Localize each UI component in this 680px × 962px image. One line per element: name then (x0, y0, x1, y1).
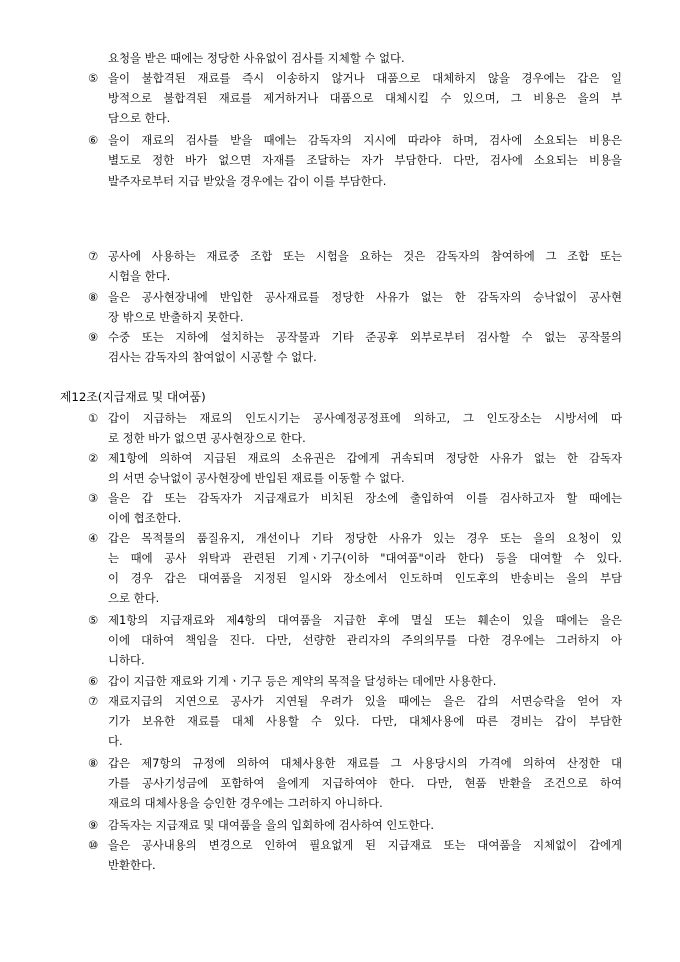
paragraph-line: 공사에 사용하는 재료중 조합 또는 시험을 요하는 것은 감독자의 참여하에 그 조합 또는 (108, 249, 622, 263)
item-marker: ⑥ (88, 133, 99, 147)
paragraph-line: 을이 재료의 검사를 받을 때에는 감독자의 지시에 따라야 하며, 검사에 소요되는 비용은 (108, 133, 622, 147)
item-marker: ⑧ (88, 756, 99, 770)
paragraph-line: 검사는 감독자의 참여없이 시공할 수 없다. (108, 350, 317, 364)
paragraph-line: 을은 공사내용의 변경으로 인하여 필요없게 된 지급재료 또는 대여품을 지체없이 갑에게 (108, 838, 622, 852)
item-marker: ⑩ (88, 838, 99, 852)
paragraph-line: 반환한다. (108, 858, 156, 872)
paragraph-line: 을이 불합격된 재료를 즉시 이송하지 않거나 대품으로 대체하지 않을 경우에는 갑은 일 (108, 71, 622, 85)
section-heading: 제12조(지급재료 및 대여품) (60, 390, 206, 404)
paragraph-line: 로 정한 바가 없으면 공사현장으로 한다. (108, 431, 306, 445)
item-marker: ③ (88, 491, 99, 505)
paragraph-line: 제1항의 지급재료와 제4항의 대여품을 지급한 후에 멸실 또는 훼손이 있을 때에는 을은 (108, 613, 622, 627)
paragraph-line: 갑이 지급한 재료와 기계ㆍ기구 등은 계약의 목적을 달성하는 데에만 사용한다. (108, 674, 497, 688)
paragraph-line: 재료의 대체사용을 승인한 경우에는 그러하지 아니하다. (108, 796, 383, 810)
item-marker: ⑨ (88, 818, 99, 832)
paragraph-line: 갑은 제7항의 규정에 의하여 대체사용한 재료를 그 사용당시의 가격에 의하여 산정한 대 (108, 756, 622, 770)
paragraph-line: 을은 공사현장내에 반입한 공사재료를 정당한 사유가 없는 한 감독자의 승낙없이 공사현 (108, 290, 622, 304)
paragraph-line: 시험을 한다. (108, 269, 171, 283)
item-marker: ⑦ (88, 694, 99, 708)
item-marker: ⑨ (88, 330, 99, 344)
paragraph-line: 의 서면 승낙없이 공사현장에 반입된 재료를 이동할 수 없다. (108, 471, 405, 485)
paragraph-line: 발주자로부터 지급 받았을 경우에는 갑이 이를 부담한다. (108, 174, 387, 188)
item-marker: ⑥ (88, 674, 99, 688)
paragraph-line: 을은 갑 또는 감독자가 지급재료가 비치된 장소에 출입하여 이를 검사하고자 할 때에는 (108, 491, 622, 505)
item-marker: ① (88, 411, 99, 425)
item-marker: ② (88, 451, 99, 465)
paragraph-line: 다. (108, 734, 123, 748)
paragraph-line: 이 경우 갑은 대여품을 지정된 일시와 장소에서 인도하며 인도후의 반송비는 을의 부담 (108, 571, 622, 585)
item-marker: ⑦ (88, 249, 99, 263)
paragraph-line: 는 때에 공사 위탁과 관련된 기계ㆍ기구(이하 "대여품"이라 한다) 등을 대여할 수 있다. (108, 551, 622, 565)
paragraph-line: 이에 협조한다. (108, 511, 182, 525)
paragraph-line: 갑이 지급하는 재료의 인도시기는 공사예정공정표에 의하고, 그 인도장소는 시방서에 따 (108, 411, 622, 425)
paragraph-line: 가를 공사기성금에 포함하여 을에게 지급하여야 한다. 다만, 현품 반환을 조건으로 하여 (108, 776, 622, 790)
paragraph-line: 으로 한다. (108, 591, 160, 605)
paragraph-line: 별도로 정한 바가 없으면 자재를 조달하는 자가 부담한다. 다만, 검사에 소요되는 비용을 (108, 153, 622, 167)
paragraph-line: 감독자는 지급재료 및 대여품을 을의 입회하에 검사하여 인도한다. (108, 818, 435, 832)
item-marker: ⑤ (88, 613, 99, 627)
paragraph-line: 이에 대하여 책임을 진다. 다만, 선량한 관리자의 주의의무를 다한 경우에는 그러하지 아 (108, 633, 622, 647)
paragraph-line: 장 밖으로 반출하지 못한다. (108, 310, 244, 324)
paragraph-line: 제1항에 의하여 지급된 재료의 소유권은 갑에게 귀속되며 정당한 사유가 없는 한 감독자 (108, 451, 622, 465)
paragraph-line: 기가 보유한 재료를 대체 사용할 수 있다. 다만, 대체사용에 따른 경비는 갑이 부담한 (108, 714, 622, 728)
intro-line: 요청을 받은 때에는 정당한 사유없이 검사를 지체할 수 없다. (108, 51, 405, 65)
paragraph-line: 갑은 목적물의 품질유지, 개선이나 기타 정당한 사유가 있는 경우 또는 을의 요청이 있 (108, 531, 622, 545)
item-marker: ⑤ (88, 71, 99, 85)
paragraph-line: 담으로 한다. (108, 111, 171, 125)
paragraph-line: 니하다. (108, 653, 145, 667)
item-marker: ⑧ (88, 290, 99, 304)
paragraph-line: 수중 또는 지하에 설치하는 공작물과 기타 준공후 외부로부터 검사할 수 없는 공작물의 (108, 330, 622, 344)
paragraph-line: 재료지급의 지연으로 공사가 지연될 우려가 있을 때에는 을은 갑의 서면승락을 얻어 자 (108, 694, 622, 708)
paragraph-line: 방적으로 불합격된 재료를 제거하거나 대품으로 대체시킬 수 있으며, 그 비용은 을의 부 (108, 91, 622, 105)
item-marker: ④ (88, 531, 99, 545)
